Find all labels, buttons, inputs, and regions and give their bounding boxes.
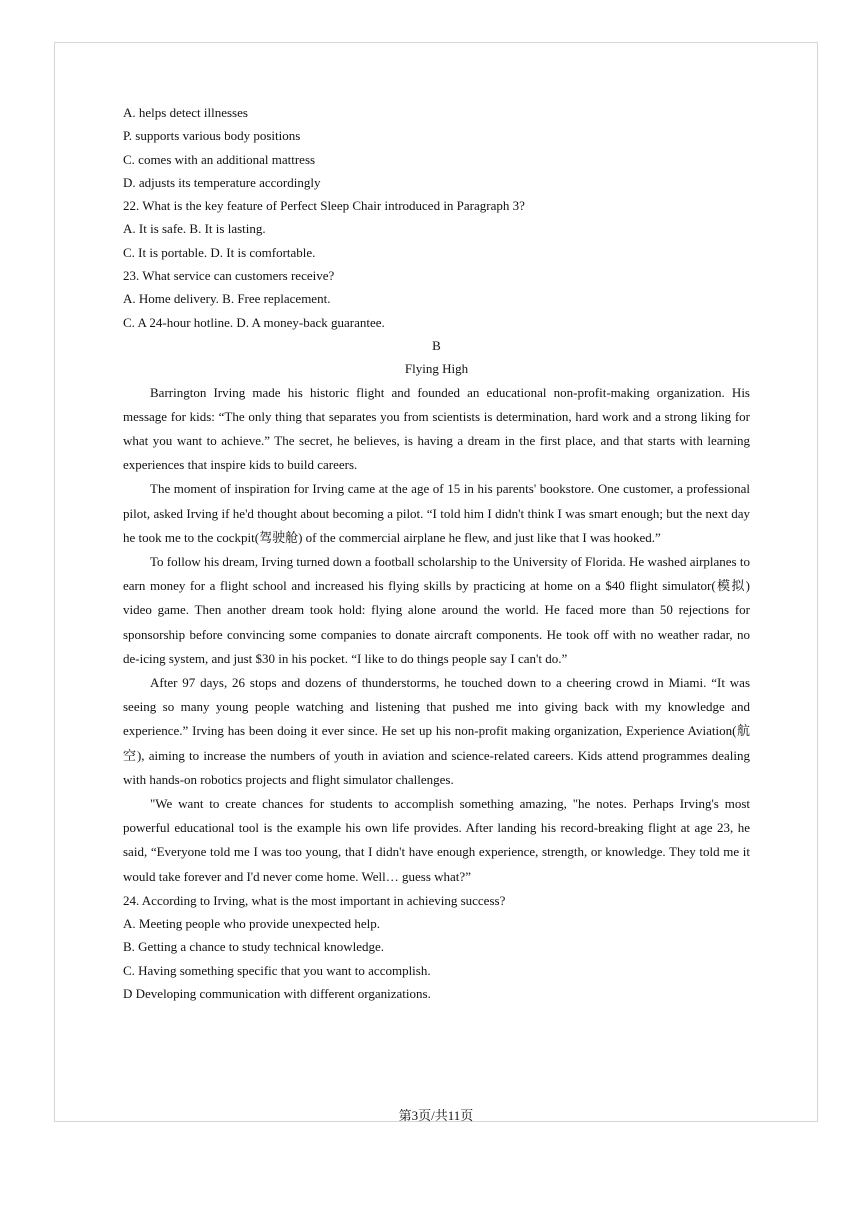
q23-options-cd: C. A 24-hour hotline. D. A money-back guarantee. bbox=[123, 314, 385, 330]
option-q24-a: A. Meeting people who provide unexpected help. bbox=[123, 916, 381, 932]
page-number: 第3页/共11页 bbox=[398, 1108, 474, 1123]
question-23: 23. What service can customers receive? bbox=[123, 268, 335, 284]
passage-paragraph-2: The moment of inspiration for Irving came at the age of 15 in his parents' bookstore. One customer, a professional pilot, asked Irving if he'd thought about becoming a pilot. “I told him I didn't think I was smart enough; but the next day he took me to the cockpit(驾驶舱) of the commercial airplane he flew, and just like that I was hooked.” bbox=[123, 481, 750, 545]
option-q21-a: A. helps detect illnesses bbox=[123, 105, 248, 120]
passage-paragraph-5: "We want to create chances for students to accomplish something amazing, "he notes. Perhaps Irving's most powerful educational tool is the example his own life provides. After landing his record-breaking flight at age 23, he said, “Everyone told me I was too young, that I didn't have enough experience, strength, or knowledge. They told me it would take forever and I'd never come home. Well… guess what?” bbox=[123, 796, 750, 884]
question-22: 22. What is the key feature of Perfect Sleep Chair introduced in Paragraph 3? bbox=[123, 198, 525, 214]
option-q24-c: C. Having something specific that you want to accomplish. bbox=[123, 962, 431, 978]
passage-paragraph-4: After 97 days, 26 stops and dozens of thunderstorms, he touched down to a cheering crowd in Miami. “It was seeing so many young people watching and listening that pushed me into giving back with my knowledge and experience.” Irving has been doing it ever since. He set up his non-profit making organization, Experience Aviation(航空), aiming to increase the numbers of youth in aviation and science-related careers. Kids attend programmes dealing with hands-on robotics projects and flight simulator challenges. bbox=[123, 675, 750, 787]
document-page bbox=[54, 42, 818, 1122]
option-q24-b: B. Getting a chance to study technical knowledge. bbox=[123, 939, 385, 955]
page-content bbox=[123, 101, 750, 1005]
passage-paragraph-1: Barrington Irving made his historic flight and founded an educational non-profit-making organization. His message for kids: “The only thing that separates you from scientists is determination, hard work and a strong liking for what you want to achieve.” The secret, he believes, is having a dream in the first place, and that starts with learning experiences that inspire kids to build careers. bbox=[123, 384, 750, 473]
passage-title: Flying High bbox=[404, 361, 469, 377]
q23-options-ab: A. Home delivery. B. Free replacement. bbox=[123, 291, 331, 307]
q22-options-ab: A. It is safe. B. It is lasting. bbox=[123, 221, 266, 237]
option-q21-d: D. adjusts its temperature accordingly bbox=[123, 174, 321, 190]
option-q21-b: P. supports various body positions bbox=[123, 128, 301, 144]
section-letter: B bbox=[432, 337, 441, 353]
passage-paragraph-3: To follow his dream, Irving turned down a football scholarship to the University of Florida. He washed airplanes to earn money for a flight school and increased his flying skills by practicing at home on a $40 flight simulator(模拟) video game. Then another dream took hold: flying alone around the world. He faced more than 50 rejections for sponsorship before convincing some companies to donate aircraft components. He took off with no weather radar, no de-icing system, and just $30 in his pocket. “I like to do things people say I can't do.” bbox=[123, 553, 750, 666]
q22-options-cd: C. It is portable. D. It is comfortable. bbox=[123, 244, 316, 260]
question-24: 24. According to Irving, what is the most important in achieving success? bbox=[123, 892, 506, 908]
option-q24-d: D Developing communication with different organizations. bbox=[123, 986, 431, 1002]
option-q21-c: C. comes with an additional mattress bbox=[123, 151, 316, 167]
